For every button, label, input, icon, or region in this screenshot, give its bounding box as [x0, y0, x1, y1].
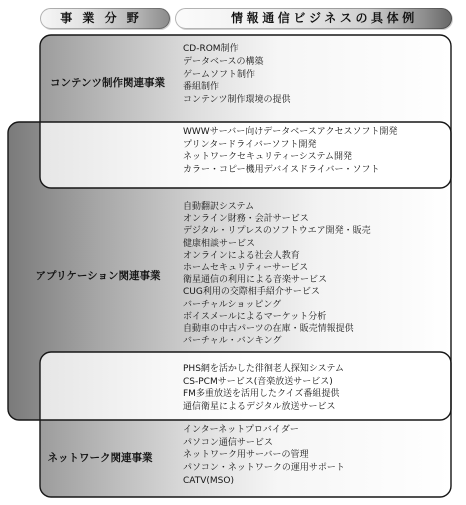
- list-item: CUG利用の交際相手紹介サービス: [183, 287, 320, 298]
- list-item: ボイスメールによるマーケット分析: [183, 311, 327, 322]
- list-item: オンラインによる社会人教育: [183, 250, 300, 261]
- field-header-text: 事 業 分 野: [60, 11, 142, 25]
- list-item: パソコン通信サービス: [183, 437, 273, 448]
- network-item-list: [183, 424, 345, 487]
- list-item: デジタル・リプレスのソフトウエア開発・販売: [183, 226, 371, 237]
- list-item: CATV(MSO): [183, 475, 234, 486]
- list-item: 自動車の中古パーツの在庫・販売情報提供: [183, 323, 354, 334]
- list-item: 通信衛星によるデジタル放送サービス: [183, 402, 336, 413]
- list-item: インターネットプロバイダー: [183, 425, 299, 435]
- list-item: コンテンツ制作環境の提供: [183, 95, 291, 106]
- network-section-label: ネットワーク関連事業: [47, 452, 153, 464]
- application-network-item-list: [183, 363, 344, 414]
- content-application-item-list: [183, 126, 398, 177]
- list-item: PHS網を活かした徘徊老人探知システム: [183, 364, 345, 374]
- list-item: FM多重放送を活用したクイズ番組提供: [183, 389, 340, 400]
- field-header: [40, 8, 170, 29]
- list-item: オンライン財務・会計サービス: [183, 214, 309, 225]
- application-item-list: [183, 201, 371, 347]
- content-section-label: コンテンツ制作関連事業: [50, 77, 165, 89]
- list-item: CS-PCMサービス(音楽放送サービス): [183, 376, 333, 387]
- application-section-label: アプリケーション関連事業: [35, 270, 161, 282]
- list-item: 番組制作: [183, 82, 220, 93]
- list-item: WWWサーバー向けデータベースアクセスソフト開発: [183, 127, 398, 137]
- examples-header: [175, 8, 452, 29]
- list-item: パソコン・ネットワークの運用サポート: [183, 463, 345, 474]
- list-item: バーチャル・バンキング: [183, 336, 282, 347]
- list-item: ネットワークセキュリティーシステム開発: [183, 152, 353, 163]
- list-item: 健康相談サービス: [183, 238, 256, 249]
- content-item-list: [183, 43, 291, 107]
- list-item: ネットワーク用サーバーの管理: [183, 450, 309, 461]
- list-item: 自動翻訳システム: [183, 202, 255, 212]
- list-item: データベースの構築: [183, 56, 264, 67]
- list-item: カラー・コピー機用デバイスドライバー・ソフト: [183, 165, 380, 176]
- list-item: プリンタードライバーソフト開発: [183, 139, 317, 150]
- list-item: ホームセキュリティーサービス: [183, 262, 309, 273]
- list-item: CD-ROM制作: [183, 44, 239, 54]
- examples-header-text: 情報通信ビジネスの具体例: [231, 11, 418, 25]
- list-item: 衛星通信の利用による音楽サービス: [183, 275, 328, 286]
- list-item: バーチャルショッピング: [183, 299, 282, 310]
- list-item: ゲームソフト制作: [183, 69, 256, 80]
